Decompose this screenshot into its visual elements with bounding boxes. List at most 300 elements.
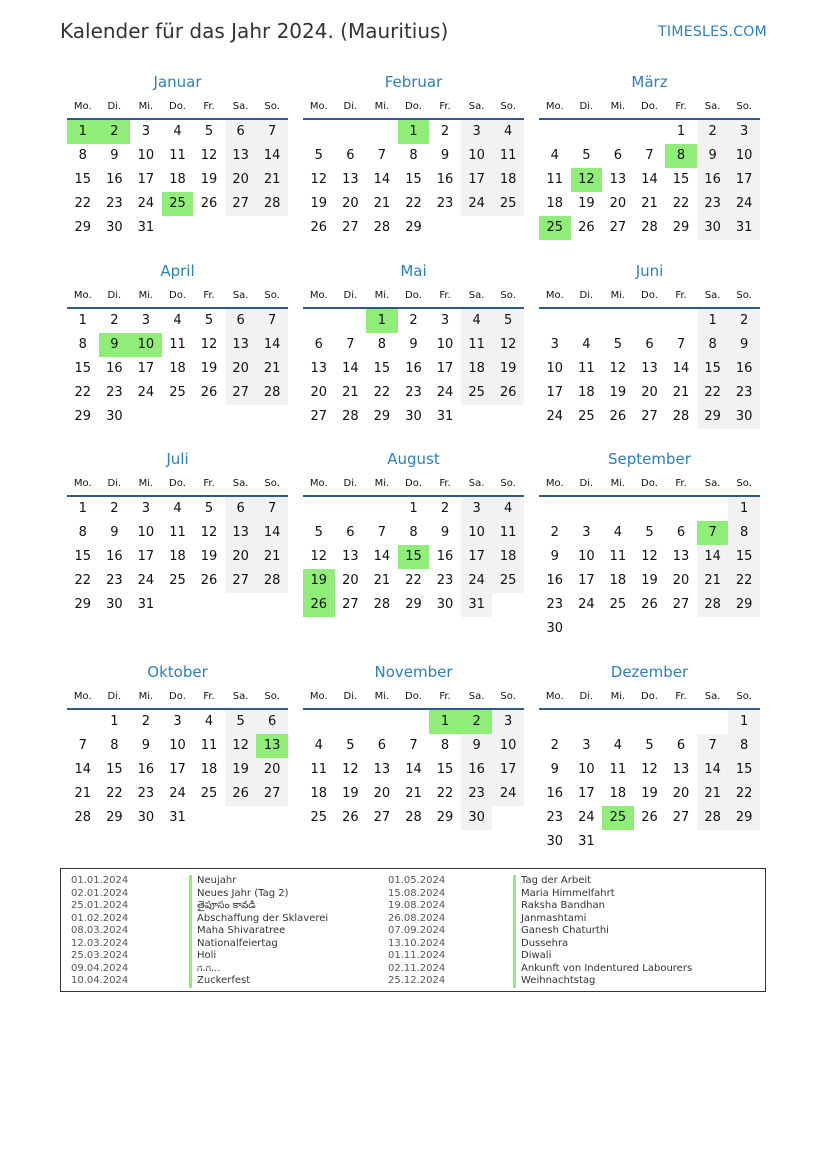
day-cell: 22 xyxy=(728,782,760,806)
day-cell: 14 xyxy=(256,333,288,357)
day-cell: 14 xyxy=(405,762,422,777)
day-cell: 6 xyxy=(225,309,257,333)
day-cell: 23 xyxy=(546,597,564,612)
day-cell: 9 xyxy=(440,148,450,163)
empty-cell xyxy=(602,309,634,333)
weekday-header xyxy=(303,283,524,309)
day-cell: 4 xyxy=(613,738,623,753)
day-cell: 27 xyxy=(225,569,257,593)
day-cell: 14 xyxy=(74,762,92,777)
day-cell: 11 xyxy=(169,337,186,352)
weekday-label: Di. xyxy=(579,290,594,301)
day-cell: 11 xyxy=(578,361,595,376)
day-cell: 15 xyxy=(74,361,92,376)
day-grid xyxy=(303,120,524,240)
empty-cell xyxy=(634,120,666,144)
day-cell: 19 xyxy=(342,786,359,801)
day-cell: 21 xyxy=(256,545,288,569)
day-cell: 25 xyxy=(461,381,493,405)
weekday-label: Fr. xyxy=(439,290,451,301)
weekday-label: Mo. xyxy=(545,691,564,702)
holiday-date: 01.05.2024 xyxy=(388,875,446,886)
day-cell: 10 xyxy=(492,734,524,758)
holiday-name: Abschaffung der Sklaverei xyxy=(189,913,379,926)
holiday-date: 01.11.2024 xyxy=(388,950,446,961)
holiday-day-cell: 1 xyxy=(429,710,461,734)
holiday-date: 13.10.2024 xyxy=(388,937,446,949)
day-cell: 13 xyxy=(609,172,627,187)
day-cell: 25 xyxy=(492,192,524,216)
day-cell: 27 xyxy=(342,597,359,612)
holiday-names-col-1 xyxy=(189,875,379,988)
day-cell: 20 xyxy=(641,385,658,400)
weekday-label: Di. xyxy=(343,290,358,301)
day-cell: 13 xyxy=(310,361,328,376)
day-cell: 3 xyxy=(173,714,182,729)
holiday-name: Holi xyxy=(189,950,379,963)
weekday-header xyxy=(303,94,524,120)
day-cell: 26 xyxy=(200,385,218,400)
day-cell: 16 xyxy=(436,172,454,187)
day-cell: 17 xyxy=(137,549,155,564)
day-cell: 16 xyxy=(546,573,564,588)
day-cell: 11 xyxy=(310,762,328,777)
day-cell: 8 xyxy=(78,148,87,163)
day-cell: 17 xyxy=(578,573,595,588)
day-cell: 18 xyxy=(310,786,328,801)
weekday-label: So. xyxy=(736,290,752,301)
brand-link[interactable]: TIMESLES.COM xyxy=(658,24,767,40)
weekday-label: So. xyxy=(500,290,516,301)
holiday-day-cell: 2 xyxy=(461,710,493,734)
day-cell: 26 xyxy=(609,409,627,424)
empty-cell xyxy=(634,710,666,734)
day-cell: 11 xyxy=(169,148,186,163)
weekday-label: Mi. xyxy=(610,101,626,112)
day-cell: 6 xyxy=(225,120,257,144)
day-cell: 4 xyxy=(492,497,524,521)
day-cell: 3 xyxy=(141,313,151,328)
empty-cell xyxy=(539,309,571,333)
day-cell: 16 xyxy=(728,357,760,381)
empty-cell xyxy=(634,497,666,521)
day-cell: 22 xyxy=(74,573,92,588)
day-cell: 26 xyxy=(492,381,524,405)
day-cell: 21 xyxy=(641,196,658,211)
day-cell: 29 xyxy=(405,597,422,612)
holiday-day-cell: 12 xyxy=(571,168,603,192)
holiday-date: 01.02.2024 xyxy=(71,912,129,924)
day-cell: 24 xyxy=(728,192,760,216)
day-cell: 7 xyxy=(78,738,87,753)
weekday-label: Do. xyxy=(169,101,186,112)
month-title: April xyxy=(160,262,195,280)
weekday-label: Mi. xyxy=(374,290,390,301)
empty-cell xyxy=(665,309,697,333)
day-cell: 15 xyxy=(728,758,760,782)
day-cell: 30 xyxy=(436,597,454,612)
holiday-date: 07.09.2024 xyxy=(388,925,446,936)
month-title: Juni xyxy=(635,262,664,280)
weekday-label: Do. xyxy=(405,101,422,112)
weekday-label: Mi. xyxy=(610,478,626,489)
day-cell: 6 xyxy=(676,525,686,540)
holiday-day-cell: 25 xyxy=(602,806,634,830)
day-cell: 1 xyxy=(78,501,87,516)
day-cell: 17 xyxy=(461,168,493,192)
empty-cell xyxy=(539,120,571,144)
holiday-date: 01.01.2024 xyxy=(71,875,129,886)
day-cell: 30 xyxy=(697,216,729,240)
day-cell: 29 xyxy=(373,409,391,424)
day-cell: 22 xyxy=(405,573,422,588)
day-cell: 20 xyxy=(672,786,690,801)
holiday-day-cell: 8 xyxy=(665,144,697,168)
weekday-label: Do. xyxy=(641,290,658,301)
day-cell: 12 xyxy=(492,333,524,357)
weekday-label: Mo. xyxy=(545,478,564,489)
holiday-date: 25.01.2024 xyxy=(71,900,129,911)
day-cell: 10 xyxy=(578,549,595,564)
day-cell: 1 xyxy=(728,497,760,521)
empty-cell xyxy=(697,497,729,521)
day-cell: 29 xyxy=(74,597,92,612)
day-cell: 4 xyxy=(492,120,524,144)
day-cell: 20 xyxy=(225,357,257,381)
day-cell: 16 xyxy=(461,758,493,782)
day-cell: 2 xyxy=(728,309,760,333)
empty-cell xyxy=(602,497,634,521)
day-cell: 13 xyxy=(342,549,359,564)
day-cell: 15 xyxy=(74,172,92,187)
empty-cell xyxy=(67,710,99,734)
month-januar xyxy=(67,70,288,240)
holiday-name: ಗ.ಗ... xyxy=(189,963,379,976)
day-cell: 4 xyxy=(582,337,591,352)
holiday-day-cell: 25 xyxy=(162,192,194,216)
day-cell: 27 xyxy=(609,220,627,235)
day-cell: 23 xyxy=(436,196,454,211)
day-cell: 30 xyxy=(137,810,155,825)
day-cell: 23 xyxy=(697,192,729,216)
weekday-header xyxy=(539,94,760,120)
month-title: September xyxy=(608,450,691,468)
day-cell: 2 xyxy=(440,501,450,516)
day-cell: 29 xyxy=(106,810,123,825)
day-cell: 16 xyxy=(106,172,123,187)
day-cell: 5 xyxy=(204,501,214,516)
month-title: Januar xyxy=(153,73,202,91)
holiday-date: 19.08.2024 xyxy=(388,900,446,911)
month-märz xyxy=(539,70,760,240)
weekday-label: So. xyxy=(264,691,280,702)
day-cell: 22 xyxy=(697,381,729,405)
day-cell: 17 xyxy=(137,172,155,187)
weekday-label: So. xyxy=(500,691,516,702)
day-cell: 7 xyxy=(645,148,654,163)
day-cell: 9 xyxy=(550,549,559,564)
holiday-date: 15.08.2024 xyxy=(388,887,446,899)
month-april xyxy=(67,259,288,429)
day-cell: 28 xyxy=(74,810,92,825)
day-cell: 24 xyxy=(137,196,155,211)
weekday-label: Di. xyxy=(343,101,358,112)
day-cell: 25 xyxy=(169,385,186,400)
day-cell: 25 xyxy=(578,409,595,424)
weekday-label: Sa. xyxy=(704,290,721,301)
day-cell: 5 xyxy=(582,148,591,163)
day-cell: 20 xyxy=(225,168,257,192)
day-cell: 31 xyxy=(436,409,454,424)
day-cell: 25 xyxy=(200,786,218,801)
day-cell: 5 xyxy=(645,738,654,753)
day-cell: 20 xyxy=(373,786,391,801)
weekday-label: Sa. xyxy=(468,290,485,301)
weekday-label: Di. xyxy=(343,478,358,489)
weekday-label: Di. xyxy=(107,101,122,112)
weekday-label: So. xyxy=(736,691,752,702)
day-cell: 8 xyxy=(440,738,450,753)
weekday-label: Sa. xyxy=(704,478,721,489)
day-cell: 26 xyxy=(200,573,218,588)
day-cell: 3 xyxy=(461,497,493,521)
weekday-label: Mi. xyxy=(610,290,626,301)
day-cell: 27 xyxy=(342,220,359,235)
day-cell: 5 xyxy=(314,148,323,163)
weekday-header xyxy=(539,471,760,497)
day-cell: 12 xyxy=(200,337,218,352)
holiday-name: Neues Jahr (Tag 2) xyxy=(189,888,379,901)
month-oktober xyxy=(67,660,288,830)
day-cell: 23 xyxy=(546,810,564,825)
empty-cell xyxy=(571,497,603,521)
holiday-name: Janmashtami xyxy=(513,913,753,926)
weekday-label: Mi. xyxy=(138,691,154,702)
day-cell: 27 xyxy=(641,409,658,424)
day-cell: 20 xyxy=(342,196,359,211)
weekday-label: Di. xyxy=(343,691,358,702)
weekday-label: Fr. xyxy=(439,691,451,702)
weekday-label: Sa. xyxy=(704,691,721,702)
weekday-label: Di. xyxy=(107,691,122,702)
day-cell: 28 xyxy=(256,569,288,593)
weekday-label: Fr. xyxy=(675,290,687,301)
holiday-day-cell: 25 xyxy=(539,216,571,240)
day-cell: 11 xyxy=(609,762,627,777)
day-cell: 16 xyxy=(137,762,155,777)
day-cell: 9 xyxy=(110,148,119,163)
weekday-label: Mi. xyxy=(374,478,390,489)
day-cell: 22 xyxy=(106,786,123,801)
day-cell: 13 xyxy=(672,549,690,564)
day-cell: 30 xyxy=(106,597,123,612)
day-cell: 19 xyxy=(200,549,218,564)
weekday-label: Fr. xyxy=(203,101,215,112)
day-cell: 10 xyxy=(137,148,155,163)
day-cell: 8 xyxy=(110,738,119,753)
day-cell: 3 xyxy=(582,738,591,753)
day-cell: 1 xyxy=(728,710,760,734)
day-cell: 28 xyxy=(697,593,729,617)
weekday-label: Mo. xyxy=(309,101,328,112)
day-cell: 20 xyxy=(609,196,627,211)
day-cell: 28 xyxy=(373,597,391,612)
weekday-label: Mo. xyxy=(309,691,328,702)
day-cell: 21 xyxy=(672,385,690,400)
weekday-label: So. xyxy=(736,101,752,112)
day-cell: 30 xyxy=(461,806,493,830)
day-cell: 17 xyxy=(728,168,760,192)
day-cell: 26 xyxy=(225,782,257,806)
weekday-label: Sa. xyxy=(704,101,721,112)
day-cell: 10 xyxy=(137,525,155,540)
day-cell: 29 xyxy=(728,806,760,830)
day-cell: 7 xyxy=(256,309,288,333)
holiday-day-cell: 26 xyxy=(303,593,335,617)
day-cell: 14 xyxy=(256,144,288,168)
day-cell: 7 xyxy=(377,525,387,540)
day-cell: 25 xyxy=(492,569,524,593)
day-grid xyxy=(67,497,288,617)
empty-cell xyxy=(303,710,335,734)
day-cell: 31 xyxy=(169,810,186,825)
day-cell: 21 xyxy=(697,782,729,806)
day-cell: 2 xyxy=(141,714,151,729)
weekday-label: Mo. xyxy=(73,478,92,489)
day-cell: 23 xyxy=(106,196,123,211)
day-cell: 12 xyxy=(641,549,658,564)
day-grid xyxy=(539,710,760,854)
holiday-day-cell: 19 xyxy=(303,569,335,593)
day-cell: 3 xyxy=(550,337,559,352)
weekday-label: Fr. xyxy=(439,478,451,489)
holiday-day-cell: 1 xyxy=(366,309,398,333)
day-cell: 1 xyxy=(110,714,119,729)
day-cell: 14 xyxy=(373,549,391,564)
weekday-label: Do. xyxy=(641,478,658,489)
day-cell: 21 xyxy=(256,357,288,381)
empty-cell xyxy=(571,710,603,734)
day-cell: 10 xyxy=(169,738,186,753)
weekday-header xyxy=(539,684,760,710)
day-cell: 16 xyxy=(546,786,564,801)
day-cell: 22 xyxy=(436,786,454,801)
day-cell: 26 xyxy=(310,220,328,235)
empty-cell xyxy=(366,120,398,144)
day-cell: 2 xyxy=(110,313,119,328)
day-cell: 13 xyxy=(225,144,257,168)
day-cell: 11 xyxy=(200,738,218,753)
day-cell: 9 xyxy=(728,333,760,357)
holiday-day-cell: 2 xyxy=(99,120,131,144)
day-cell: 25 xyxy=(169,573,186,588)
day-cell: 7 xyxy=(409,738,418,753)
empty-cell xyxy=(602,710,634,734)
day-cell: 19 xyxy=(492,357,524,381)
day-cell: 7 xyxy=(697,734,729,758)
day-cell: 14 xyxy=(641,172,658,187)
month-title: Juli xyxy=(166,450,189,468)
day-cell: 12 xyxy=(342,762,359,777)
day-cell: 24 xyxy=(578,810,595,825)
day-cell: 6 xyxy=(346,148,355,163)
weekday-header xyxy=(67,283,288,309)
holiday-name: తైపూసం కావడి xyxy=(189,900,379,913)
day-cell: 30 xyxy=(106,220,123,235)
day-cell: 5 xyxy=(204,124,214,139)
weekday-label: Fr. xyxy=(203,691,215,702)
day-cell: 4 xyxy=(173,501,182,516)
day-cell: 6 xyxy=(676,738,686,753)
day-cell: 27 xyxy=(225,192,257,216)
day-cell: 22 xyxy=(728,569,760,593)
month-title: August xyxy=(387,450,440,468)
day-cell: 22 xyxy=(672,196,690,211)
holiday-date: 09.04.2024 xyxy=(71,962,129,974)
empty-cell xyxy=(303,120,335,144)
day-grid xyxy=(67,120,288,240)
day-cell: 30 xyxy=(546,621,564,636)
holiday-day-cell: 1 xyxy=(67,120,99,144)
day-cell: 19 xyxy=(200,361,218,376)
day-cell: 29 xyxy=(405,220,422,235)
weekday-label: Do. xyxy=(169,478,186,489)
day-cell: 30 xyxy=(546,834,564,849)
day-cell: 28 xyxy=(256,381,288,405)
holiday-name: Maria Himmelfahrt xyxy=(513,888,753,901)
day-cell: 19 xyxy=(578,196,595,211)
day-cell: 8 xyxy=(409,148,418,163)
weekday-label: Mo. xyxy=(309,478,328,489)
day-cell: 18 xyxy=(546,196,564,211)
day-cell: 8 xyxy=(78,525,87,540)
day-cell: 18 xyxy=(169,549,186,564)
day-cell: 20 xyxy=(342,573,359,588)
holiday-name: Diwali xyxy=(513,950,753,963)
day-cell: 18 xyxy=(609,573,627,588)
day-cell: 15 xyxy=(74,549,92,564)
day-cell: 21 xyxy=(256,168,288,192)
day-cell: 17 xyxy=(492,758,524,782)
day-cell: 10 xyxy=(546,361,564,376)
day-cell: 15 xyxy=(106,762,123,777)
day-cell: 30 xyxy=(728,405,760,429)
holiday-date: 25.12.2024 xyxy=(388,975,446,986)
day-cell: 16 xyxy=(106,549,123,564)
day-cell: 2 xyxy=(409,313,418,328)
weekday-label: So. xyxy=(500,478,516,489)
day-cell: 7 xyxy=(346,337,355,352)
day-cell: 14 xyxy=(697,545,729,569)
holiday-list xyxy=(60,868,766,992)
day-cell: 18 xyxy=(169,172,186,187)
day-cell: 18 xyxy=(492,545,524,569)
day-cell: 6 xyxy=(377,738,387,753)
empty-cell xyxy=(366,710,398,734)
weekday-label: Fr. xyxy=(675,478,687,489)
weekday-label: Sa. xyxy=(468,101,485,112)
day-cell: 12 xyxy=(225,734,257,758)
day-cell: 16 xyxy=(405,361,422,376)
day-cell: 5 xyxy=(204,313,214,328)
day-cell: 17 xyxy=(578,786,595,801)
day-cell: 15 xyxy=(672,172,690,187)
day-cell: 10 xyxy=(436,337,454,352)
day-cell: 6 xyxy=(256,710,288,734)
day-cell: 22 xyxy=(74,196,92,211)
empty-cell xyxy=(634,309,666,333)
day-cell: 1 xyxy=(676,124,686,139)
